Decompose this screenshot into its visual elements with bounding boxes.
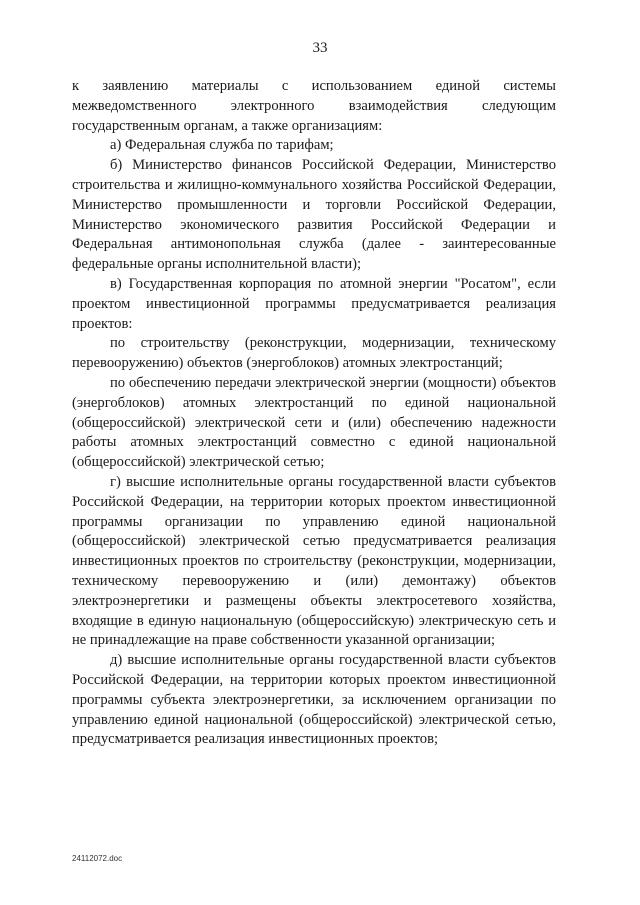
sub-item-construction: по строительству (реконструкции, модернизации, техническому перевооружению) объектов (энергоблоков) атомных электростанций; <box>72 335 556 372</box>
list-item-d: д) высшие исполнительные органы государственной власти субъектов Российской Федерации, на территории которых проектом инвестиционной программы субъекта электроэнергетики, за исключением организации по управлению единой национальной (общероссийской) электрической сетью, предусматривается реализация инвестиционных проектов; <box>72 652 556 748</box>
page-number: 33 <box>312 40 328 56</box>
document-file-reference: 24112072.doc <box>72 854 123 863</box>
document-body <box>72 77 556 750</box>
sub-item-transmission: по обеспечению передачи электрической энергии (мощности) объектов (энергоблоков) атомных электростанций по единой национальной (общероссийской) электрической сети и (или) обеспечению надежности работы атомных электростанций совместно с единой национальной (общероссийской) электрической сетью; <box>72 374 556 471</box>
list-item-a: а) Федеральная служба по тарифам; <box>110 137 334 154</box>
list-item-g: г) высшие исполнительные органы государственной власти субъектов Российской Федерации, на территории которых проектом инвестиционной программы организации по управлению единой национальной (общероссийской) электрической сетью предусматривается реализация инвестиционных проектов по строительству (реконструкции, модернизации, техническому перевооружению и (или) демонтажу) объектов электроэнергетики и размещены объекты электросетевого хозяйства, входящие в единую национальную (общероссийскую) электрическую сеть и не принадлежащие на праве собственности указанной организации; <box>72 473 556 649</box>
paragraph-intro: к заявлению материалы с использованием единой системы межведомственного электронного взаимодействия следующим государственным органам, а также организациям: <box>72 78 556 134</box>
list-item-v: в) Государственная корпорация по атомной энергии "Росатом", если проектом инвестиционной программы предусматривается реализация проектов: <box>72 275 556 332</box>
list-item-b: б) Министерство финансов Российской Федерации, Министерство строительства и жилищно-коммунального хозяйства Российской Федерации, Министерство промышленности и торговли Российской Федерации, Министерство экономического развития Российской Федерации и Федеральная антимонопольная служба (далее - заинтересованные федеральные органы исполнительной власти); <box>72 157 556 273</box>
